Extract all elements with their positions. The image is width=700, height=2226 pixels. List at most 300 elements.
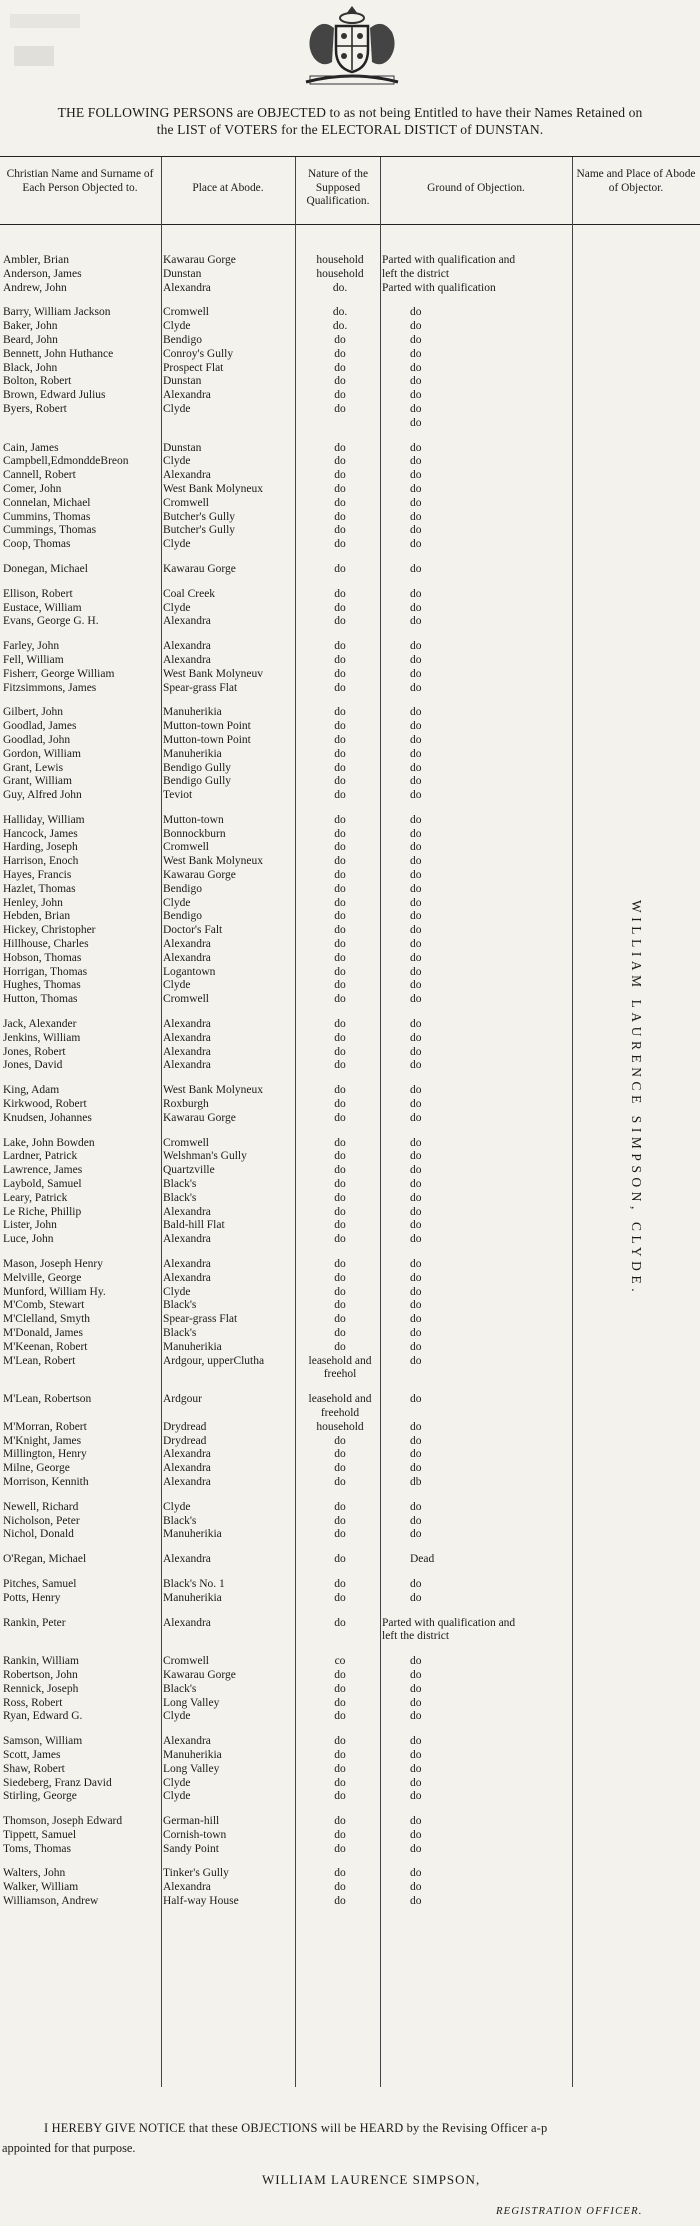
table-row xyxy=(0,615,570,629)
voter-name: Walker, William xyxy=(3,1881,79,1894)
voter-qualification: do xyxy=(334,747,346,760)
voter-name: Leary, Patrick xyxy=(3,1191,68,1204)
voter-abode: Ardgour, upperClutha xyxy=(163,1354,265,1367)
voter-qualification: do xyxy=(334,841,346,854)
voter-name: Cain, James xyxy=(3,441,59,454)
objection-ground: do xyxy=(410,389,422,402)
voter-qualification: do xyxy=(334,653,346,666)
objection-ground: do xyxy=(410,496,422,509)
voter-abode: Logantown xyxy=(163,965,216,978)
voter-abode: Welshman's Gully xyxy=(163,1150,247,1163)
table-row xyxy=(0,910,570,924)
voter-qualification: do xyxy=(334,667,346,680)
voter-name: Nichol, Donald xyxy=(3,1528,74,1541)
voter-name: Robertson, John xyxy=(3,1668,78,1681)
voter-abode: Dunstan xyxy=(163,267,202,280)
voter-name: Hickey, Christopher xyxy=(3,924,96,937)
voter-name: Ross, Robert xyxy=(3,1696,63,1709)
voter-qualification: do xyxy=(334,720,346,733)
objection-ground: do xyxy=(410,1313,422,1326)
voter-name: Guy, Alfred John xyxy=(3,789,82,802)
objection-ground: do xyxy=(410,441,422,454)
voter-abode: Black's xyxy=(163,1178,197,1191)
voter-name: M'Morran, Robert xyxy=(3,1420,87,1433)
voter-name: Harding, Joseph xyxy=(3,841,78,854)
voter-abode: Black's xyxy=(163,1682,197,1695)
voter-abode: West Bank Molyneux xyxy=(163,482,264,495)
voter-qualification: do xyxy=(334,333,346,346)
voter-qualification: do xyxy=(334,1553,346,1566)
voter-abode: Spear-grass Flat xyxy=(163,681,238,694)
table-row xyxy=(0,640,570,654)
voter-name: Jack, Alexander xyxy=(3,1018,77,1031)
voter-qualification: do xyxy=(334,896,346,909)
voter-name: Goodlad, James xyxy=(3,720,77,733)
voter-name: Jones, David xyxy=(3,1059,63,1072)
voter-qualification: do xyxy=(334,1326,346,1339)
objection-ground: do xyxy=(410,979,422,992)
voter-qualification: do xyxy=(334,389,346,402)
table-row xyxy=(0,563,570,577)
objection-ground: do xyxy=(410,510,422,523)
table-row xyxy=(0,762,570,776)
table-row xyxy=(0,883,570,897)
voter-abode: Alexandra xyxy=(163,469,211,482)
objection-ground: Parted with qualification and xyxy=(382,254,516,266)
objection-ground: do xyxy=(410,333,422,346)
objection-ground: do xyxy=(410,1762,422,1775)
table-row xyxy=(0,511,570,525)
voter-qualification: do xyxy=(334,938,346,951)
voter-name: Connelan, Michael xyxy=(3,496,91,509)
voter-name: Gordon, William xyxy=(3,747,81,760)
voter-qualification: do xyxy=(334,1111,346,1124)
table-row xyxy=(0,268,570,282)
voter-qualification: do xyxy=(334,1340,346,1353)
voter-name: Le Riche, Phillip xyxy=(3,1205,82,1218)
voter-qualification: do xyxy=(334,910,346,923)
voter-name: Jenkins, William xyxy=(3,1031,81,1044)
voter-qualification: household xyxy=(316,1420,364,1433)
table-row xyxy=(0,1630,570,1644)
objection-ground: do xyxy=(410,896,422,909)
voter-name: Fell, William xyxy=(3,653,64,666)
voter-name: Fisherr, George William xyxy=(3,667,115,680)
voter-abode: Black's xyxy=(163,1299,197,1312)
objection-ground: do xyxy=(410,681,422,694)
voter-name: Williamson, Andrew xyxy=(3,1895,99,1908)
objection-ground: do xyxy=(410,869,422,882)
objection-ground: do xyxy=(410,562,422,575)
table-row xyxy=(0,1710,570,1724)
voter-qualification: do xyxy=(334,1577,346,1590)
table-row xyxy=(0,403,570,417)
faded-stamp-mark xyxy=(4,4,114,84)
voter-abode: Cromwell xyxy=(163,306,209,319)
voter-abode: Teviot xyxy=(163,789,193,802)
objection-ground: do xyxy=(410,1205,422,1218)
voter-qualification: household xyxy=(316,267,364,280)
voter-name: Grant, William xyxy=(3,775,72,788)
objection-ground: do xyxy=(410,1828,422,1841)
voter-qualification: leasehold and xyxy=(308,1393,372,1406)
voter-abode: Cornish-town xyxy=(163,1828,227,1841)
voter-name: Toms, Thomas xyxy=(3,1842,71,1855)
voter-abode: Alexandra xyxy=(163,1205,211,1218)
voter-name: Scott, James xyxy=(3,1748,61,1761)
voter-qualification: do xyxy=(334,441,346,454)
voter-qualification: do xyxy=(334,1285,346,1298)
objection-ground: do xyxy=(410,347,422,360)
objection-ground: do xyxy=(410,1591,422,1604)
voter-name: Stirling, George xyxy=(3,1790,77,1803)
voter-qualification: do. xyxy=(332,281,348,294)
voter-qualification: do xyxy=(334,1045,346,1058)
objection-ground: do xyxy=(410,615,422,628)
voter-name: Evans, George G. H. xyxy=(3,615,99,628)
voter-abode: Clyde xyxy=(163,979,191,992)
voter-name: Fitzsimmons, James xyxy=(3,681,97,694)
voter-qualification: do xyxy=(334,1448,346,1461)
objector-name-vertical: WILLIAM LAURENCE SIMPSON, CLYDE. xyxy=(629,900,644,1297)
voter-qualification: do xyxy=(334,681,346,694)
voter-abode: Butcher's Gully xyxy=(163,510,236,523)
voter-abode: Conroy's Gully xyxy=(163,347,234,360)
voter-qualification: do xyxy=(334,1084,346,1097)
voter-abode: Black's xyxy=(163,1326,197,1339)
voter-qualification: do xyxy=(334,1616,346,1629)
voter-name: Newell, Richard xyxy=(3,1500,79,1513)
voter-name: Pitches, Samuel xyxy=(3,1577,77,1590)
voter-abode: Drydread xyxy=(163,1420,207,1433)
table-row xyxy=(0,1448,570,1462)
voter-abode: Long Valley xyxy=(163,1696,220,1709)
objection-ground: do xyxy=(410,1098,422,1111)
voter-qualification: do xyxy=(334,1150,346,1163)
objection-ground: do xyxy=(410,587,422,600)
objection-ground: do xyxy=(410,706,422,719)
objection-ground: do xyxy=(410,938,422,951)
voter-abode: Prospect Flat xyxy=(163,361,224,374)
voter-abode: Cromwell xyxy=(163,1655,209,1668)
objection-ground: do xyxy=(410,1178,422,1191)
table-row xyxy=(0,1749,570,1763)
voter-name: Beard, John xyxy=(3,333,58,346)
table-row xyxy=(0,1655,570,1669)
voter-name: Byers, Robert xyxy=(3,402,67,415)
objection-ground: do xyxy=(410,747,422,760)
voter-name: Hebden, Brian xyxy=(3,910,71,923)
voter-name: M'Keenan, Robert xyxy=(3,1340,88,1353)
objection-ground: do xyxy=(410,1748,422,1761)
objection-ground: do xyxy=(410,306,422,319)
table-row xyxy=(0,924,570,938)
table-row xyxy=(0,588,570,602)
objection-ground: do xyxy=(410,1735,422,1748)
voter-qualification: do xyxy=(334,375,346,388)
voter-name: Shaw, Robert xyxy=(3,1762,65,1775)
table-row xyxy=(0,1528,570,1542)
voter-abode: Cromwell xyxy=(163,993,209,1006)
objection-ground: do xyxy=(410,469,422,482)
objection-ground: do xyxy=(410,1393,422,1406)
voter-name: M'Donald, James xyxy=(3,1326,84,1339)
table-row xyxy=(0,1476,570,1490)
table-row xyxy=(0,469,570,483)
table-row xyxy=(0,668,570,682)
table-row xyxy=(0,1407,570,1421)
objection-ground: do xyxy=(410,1340,422,1353)
voter-name: Ambler, Brian xyxy=(3,254,69,266)
voter-abode: Clyde xyxy=(163,601,191,614)
voter-abode: Coal Creek xyxy=(163,587,216,600)
objection-ground: do xyxy=(410,1285,422,1298)
voter-abode: Black's xyxy=(163,1191,197,1204)
objection-ground: left the district xyxy=(382,267,450,280)
voter-abode: Bonnockburn xyxy=(163,827,226,840)
voter-abode: Clyde xyxy=(163,1776,191,1789)
objection-ground: do xyxy=(410,1354,422,1367)
column-header-ground: Ground of Objection. xyxy=(427,182,525,194)
table-row xyxy=(0,1829,570,1843)
voter-qualification: do xyxy=(334,1164,346,1177)
voter-name: Donegan, Michael xyxy=(3,562,88,575)
voter-name: Hillhouse, Charles xyxy=(3,938,89,951)
table-row xyxy=(0,282,570,296)
voter-abode: Clyde xyxy=(163,896,191,909)
voter-abode: Clyde xyxy=(163,1500,191,1513)
voter-qualification: do xyxy=(334,1219,346,1232)
table-row xyxy=(0,682,570,696)
table-row xyxy=(0,1421,570,1435)
voter-qualification: do xyxy=(334,1790,346,1803)
table-row xyxy=(0,841,570,855)
table-row xyxy=(0,1393,570,1407)
voter-qualification: do xyxy=(334,789,346,802)
objection-ground: do xyxy=(410,1682,422,1695)
table-row xyxy=(0,320,570,334)
voter-qualification: do xyxy=(334,510,346,523)
voter-abode: Black's No. 1 xyxy=(163,1577,225,1590)
objection-ground: left the district xyxy=(382,1630,450,1643)
signature-title: REGISTRATION OFFICER. xyxy=(496,2206,643,2217)
objection-ground: do xyxy=(410,1164,422,1177)
table-row xyxy=(0,1669,570,1683)
table-row xyxy=(0,254,570,268)
voter-abode: Sandy Point xyxy=(163,1842,219,1855)
table-row xyxy=(0,1178,570,1192)
table-header-rule xyxy=(0,224,700,225)
table-row xyxy=(0,1501,570,1515)
hearing-notice-line1: I HEREBY GIVE NOTICE that these OBJECTIONS will be HEARD by the Revising Officer a-p xyxy=(44,2121,548,2135)
voter-qualification: do xyxy=(334,1776,346,1789)
notice-heading xyxy=(2,104,698,138)
voter-abode: Clyde xyxy=(163,538,191,551)
voter-qualification: do xyxy=(334,1031,346,1044)
voter-qualification: do xyxy=(334,869,346,882)
voter-qualification: do xyxy=(334,1710,346,1723)
voter-qualification: do xyxy=(334,733,346,746)
table-row xyxy=(0,1272,570,1286)
voter-qualification: do xyxy=(334,993,346,1006)
voter-abode: Manuherikia xyxy=(163,1340,222,1353)
voter-qualification: do xyxy=(334,1059,346,1072)
objection-ground: do xyxy=(410,601,422,614)
table-row xyxy=(0,1697,570,1711)
objection-ground: Dead xyxy=(410,1553,435,1566)
table-row xyxy=(0,720,570,734)
objection-ground: do xyxy=(410,1299,422,1312)
voter-name: Thomson, Joseph Edward xyxy=(3,1815,123,1828)
voter-name: Anderson, James xyxy=(3,267,82,280)
voter-abode: Cromwell xyxy=(163,496,209,509)
table-row xyxy=(0,1462,570,1476)
objection-ground: do xyxy=(410,402,422,415)
voter-name: Goodlad, John xyxy=(3,733,71,746)
objection-ground: do xyxy=(410,653,422,666)
voter-name: M'Comb, Stewart xyxy=(3,1299,85,1312)
table-row xyxy=(0,869,570,883)
objection-ground: do xyxy=(410,1233,422,1246)
table-row xyxy=(0,1777,570,1791)
objection-ground: do xyxy=(410,1842,422,1855)
voter-abode: Alexandra xyxy=(163,1553,211,1566)
table-row xyxy=(0,1098,570,1112)
objection-ground: do xyxy=(410,1710,422,1723)
table-row xyxy=(0,1341,570,1355)
voter-abode: Kawarau Gorge xyxy=(163,1111,236,1124)
objection-ground: do xyxy=(410,375,422,388)
voter-qualification: do xyxy=(334,1762,346,1775)
voter-name: Cannell, Robert xyxy=(3,469,76,482)
voter-qualification: do. xyxy=(332,320,348,333)
voter-abode: Alexandra xyxy=(163,938,211,951)
voter-qualification: do xyxy=(334,1178,346,1191)
voter-qualification: do xyxy=(334,482,346,495)
voter-abode: Cromwell xyxy=(163,841,209,854)
voter-abode: Alexandra xyxy=(163,1462,211,1475)
voter-name: M'Knight, James xyxy=(3,1434,82,1447)
table-row xyxy=(0,1553,570,1567)
voter-abode: Alexandra xyxy=(163,951,211,964)
voter-qualification: do xyxy=(334,1867,346,1880)
voter-abode: Kawarau Gorge xyxy=(163,869,236,882)
table-row xyxy=(0,483,570,497)
objection-ground: do xyxy=(410,951,422,964)
table-row xyxy=(0,789,570,803)
voter-qualification: do xyxy=(334,965,346,978)
voter-name: Gilbert, John xyxy=(3,706,64,719)
voter-qualification: do xyxy=(334,1528,346,1541)
voter-abode: Clyde xyxy=(163,1790,191,1803)
voter-qualification: do xyxy=(334,1748,346,1761)
voter-abode: Alexandra xyxy=(163,281,211,294)
royal-coat-of-arms-icon xyxy=(282,2,422,92)
objection-ground: do xyxy=(410,1219,422,1232)
voter-abode: Manuherikia xyxy=(163,747,222,760)
table-row xyxy=(0,538,570,552)
voter-name: M'Lean, Robert xyxy=(3,1354,76,1367)
voter-abode: Alexandra xyxy=(163,389,211,402)
objection-ground: do xyxy=(410,1815,422,1828)
column-header-place: Place at Abode. xyxy=(192,182,264,194)
voter-abode: Bendigo xyxy=(163,333,202,346)
voter-abode: Butcher's Gully xyxy=(163,524,236,537)
voter-qualification: do xyxy=(334,524,346,537)
voter-qualification: do xyxy=(334,1591,346,1604)
column-header-objector: Name and Place of Abode of Objector. xyxy=(576,168,696,194)
voter-qualification: do xyxy=(334,1668,346,1681)
voter-name: Potts, Henry xyxy=(3,1591,61,1604)
voter-name: Milne, George xyxy=(3,1462,70,1475)
voter-qualification: do xyxy=(334,1735,346,1748)
table-row xyxy=(0,1763,570,1777)
voter-qualification: do xyxy=(334,706,346,719)
voter-qualification: do xyxy=(334,402,346,415)
objection-ground: do xyxy=(410,1895,422,1908)
table-row xyxy=(0,348,570,362)
table-top-rule xyxy=(0,156,700,157)
voter-qualification: do xyxy=(334,855,346,868)
voter-qualification: leasehold and xyxy=(308,1354,372,1367)
voter-qualification: do xyxy=(334,538,346,551)
voter-name: Rankin, William xyxy=(3,1655,79,1668)
voter-abode: Alexandra xyxy=(163,1881,211,1894)
table-row xyxy=(0,1046,570,1060)
voter-qualification: do xyxy=(334,1682,346,1695)
objection-ground: do xyxy=(410,320,422,333)
objection-ground: do xyxy=(410,538,422,551)
objection-ground: do xyxy=(410,965,422,978)
table-row xyxy=(0,1815,570,1829)
objection-ground: do xyxy=(410,789,422,802)
voter-abode: Alexandra xyxy=(163,615,211,628)
table-row xyxy=(0,1299,570,1313)
table-row xyxy=(0,828,570,842)
table-row xyxy=(0,1219,570,1233)
voter-abode: Manuherikia xyxy=(163,706,222,719)
voter-abode: Bendigo xyxy=(163,882,202,895)
objection-ground: do xyxy=(410,1867,422,1880)
voter-name: O'Regan, Michael xyxy=(3,1553,87,1566)
table-row xyxy=(0,706,570,720)
voter-name: Brown, Edward Julius xyxy=(3,389,106,402)
voter-name: Hayes, Francis xyxy=(3,869,72,882)
voter-qualification: do xyxy=(334,1696,346,1709)
voter-abode: Tinker's Gully xyxy=(163,1867,229,1880)
objection-ground: Parted with qualification xyxy=(382,281,496,294)
table-row xyxy=(0,966,570,980)
voter-name: Comer, John xyxy=(3,482,62,495)
voter-name: Knudsen, Johannes xyxy=(3,1111,92,1124)
voter-name: M'Clelland, Smyth xyxy=(3,1313,91,1326)
voter-abode: Clyde xyxy=(163,1710,191,1723)
voter-abode: Manuherikia xyxy=(163,1591,222,1604)
voter-qualification: do xyxy=(334,469,346,482)
voter-qualification: do xyxy=(334,951,346,964)
voter-qualification: do xyxy=(334,761,346,774)
voter-name: Andrew, John xyxy=(3,281,67,294)
objection-ground: do xyxy=(410,855,422,868)
voter-name: Hancock, James xyxy=(3,827,78,840)
voter-abode: Alexandra xyxy=(163,640,211,653)
objection-ground: do xyxy=(410,733,422,746)
table-row xyxy=(0,734,570,748)
voter-name: Horrigan, Thomas xyxy=(3,965,88,978)
voter-abode: Clyde xyxy=(163,402,191,415)
objection-ground: do xyxy=(410,827,422,840)
objection-ground: do xyxy=(410,910,422,923)
